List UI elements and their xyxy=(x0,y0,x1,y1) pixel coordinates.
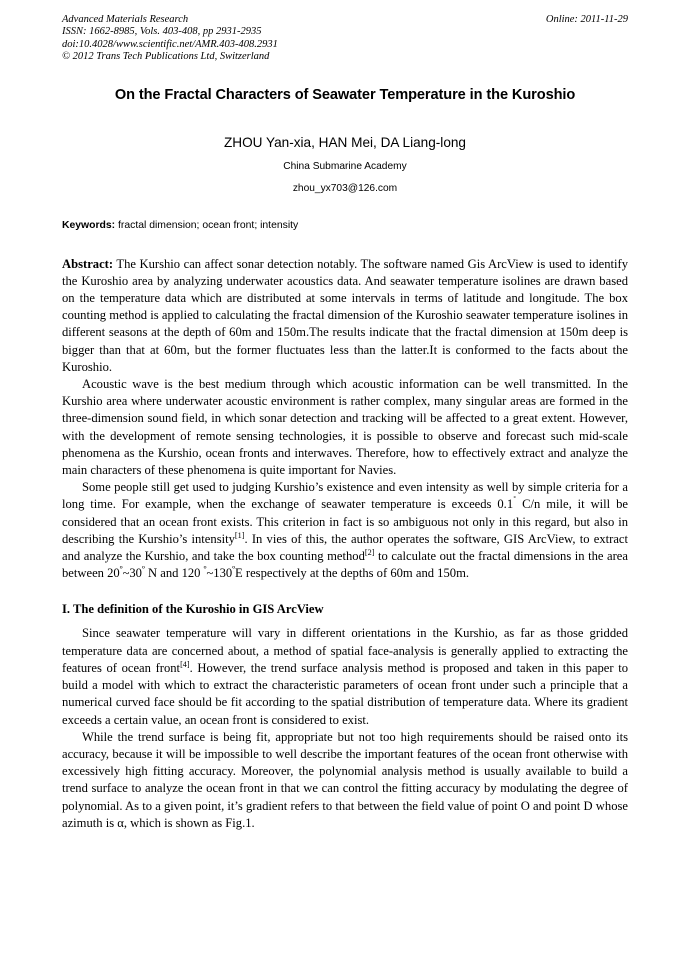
keywords-label: Keywords: xyxy=(62,219,116,231)
abstract-text: The Kurshio can affect sonar detection notably. The software named Gis ArcView is used to identify the Kuroshio area by analyzing underwater acoustics data. And seawater temperature isolines are drawn based on the temperature data which are distributed at some intervals in terms of latitude and longitude. The box counting method is applied to calculating the fractal dimension of the Kuroshio seawater temperature isolines in different seasons at the depth of 60m and 150m.The results indicate that the fractal dimension at 150m deep is bigger than that at 60m, but the former fluctuates less than the latter.It is conformed to the facts about the Kuroshio. xyxy=(62,256,628,374)
contact-email: zhou_yx703@126.com xyxy=(292,182,398,194)
par2-segment-h: E respectively at the depths of 60m and 150m. xyxy=(235,566,470,581)
section1-paragraph-1 xyxy=(62,625,628,728)
par2-segment-c: . In vies of this, the author operates the software, GIS ArcView, to extract and analyze the Kurshio, and take the box counting method xyxy=(62,531,628,564)
journal-copyright-line: © 2012 Trans Tech Publications Ltd, Switzerland xyxy=(62,51,270,63)
page-content xyxy=(62,14,628,832)
sec1-par1-segment-a: Since seawater temperature will vary in different orientations in the Kurshio, as far as those gridded temperature data are concerned about, a method of spatial face-analysis is generally applied to extracting the features of ocean front xyxy=(62,626,628,675)
section1-paragraph-2: While the trend surface is being fit, appropriate but not too high requirements should be raised onto its accuracy, because it will be impossible to well describe the important features of the ocean front otherwise with excessively high fitting accuracy. Moreover, the polynomial analysis method is usually available to build a trend surface to analyze the ocean front in that we can control the fitting accuracy by modulating the degree of polynomial. As to a given point, it’s gradient refers to that between the field value of point O and point D whose azimuth is α, which is shown as Fig.1. xyxy=(62,729,628,830)
par2-segment-a: Some people still get used to judging Kurshio’s existence and even intensity as well by simple criteria for a long time. For example, when the exchange of seawater temperature is exceeds 0.1 xyxy=(62,480,628,512)
par2-segment-d: to calculate out the fractal dimensions in the area between 20 xyxy=(62,549,628,581)
degree-symbol-1: ˚ xyxy=(513,495,517,506)
degree-symbol-2: º xyxy=(119,564,123,575)
journal-name: Advanced Materials Research xyxy=(62,14,189,25)
degree-symbol-4: º xyxy=(203,564,207,575)
par2-segment-b: C/n mile, it will be considered that an ocean front exists. This criterion in fact is so ambiguous not only in this regard, but also in describing the Kurshio’s intensity xyxy=(62,497,628,546)
keywords-line xyxy=(62,219,628,233)
par2-segment-e: ~30 xyxy=(122,566,142,581)
citation-ref-2: [2] xyxy=(364,547,375,557)
body-paragraph-criteria xyxy=(62,479,628,582)
journal-doi-line: doi:10.4028/www.scientific.net/AMR.403-408.2931 xyxy=(62,38,278,50)
page-title: On the Fractal Characters of Seawater Temperature in the Kuroshio xyxy=(114,86,576,103)
journal-header xyxy=(62,14,628,64)
citation-ref-1: [1] xyxy=(234,530,245,540)
author-list: ZHOU Yan-xia, HAN Mei, DA Liang-long xyxy=(223,134,466,150)
par2-segment-g: ~130 xyxy=(206,566,233,581)
abstract-paragraph xyxy=(62,256,628,376)
section-heading-1: I. The definition of the Kuroshio in GIS ArcView xyxy=(62,602,324,617)
abstract-label: Abstract: xyxy=(62,256,114,271)
sec1-par1-segment-b: . However, the trend surface analysis method is proposed and taken in this paper to build a model with which to extract the characteristic parameters of ocean front under such a principle that a numerical curved face should be fit according to the spatial distribution of temperature data. Where its gradient exceeds a certain value, an ocean front is considered to exist. xyxy=(62,660,628,727)
journal-issn-line: ISSN: 1662-8985, Vols. 403-408, pp 2931-2935 xyxy=(62,26,262,38)
degree-symbol-5: º xyxy=(232,564,236,575)
online-date: Online: 2011-11-29 xyxy=(545,14,628,25)
par2-segment-f: N and 120 xyxy=(144,566,204,581)
degree-symbol-3: º xyxy=(141,564,145,575)
journal-header-left xyxy=(62,14,482,64)
body-paragraph-acoustic-wave: Acoustic wave is the best medium through which acoustic information can be well transmitted. In the Kurshio area where underwater acoustic environment is rather complex, many singular areas are formed in the three-dimension sound field, in which sonar detection and tracking will be affected to a great extent. However, with the development of remote sensing technologies, it is possible to observe and forecast such mid-scale phenomena as the Kurshio, ocean fronts and interwaves. Therefore, how to effectively extract and analyze the main characters of these phenomena is quite important for Navies. xyxy=(62,377,628,478)
affiliation: China Submarine Academy xyxy=(283,160,407,172)
citation-ref-4: [4] xyxy=(180,659,190,669)
keywords-text: fractal dimension; ocean front; intensity xyxy=(118,219,299,231)
